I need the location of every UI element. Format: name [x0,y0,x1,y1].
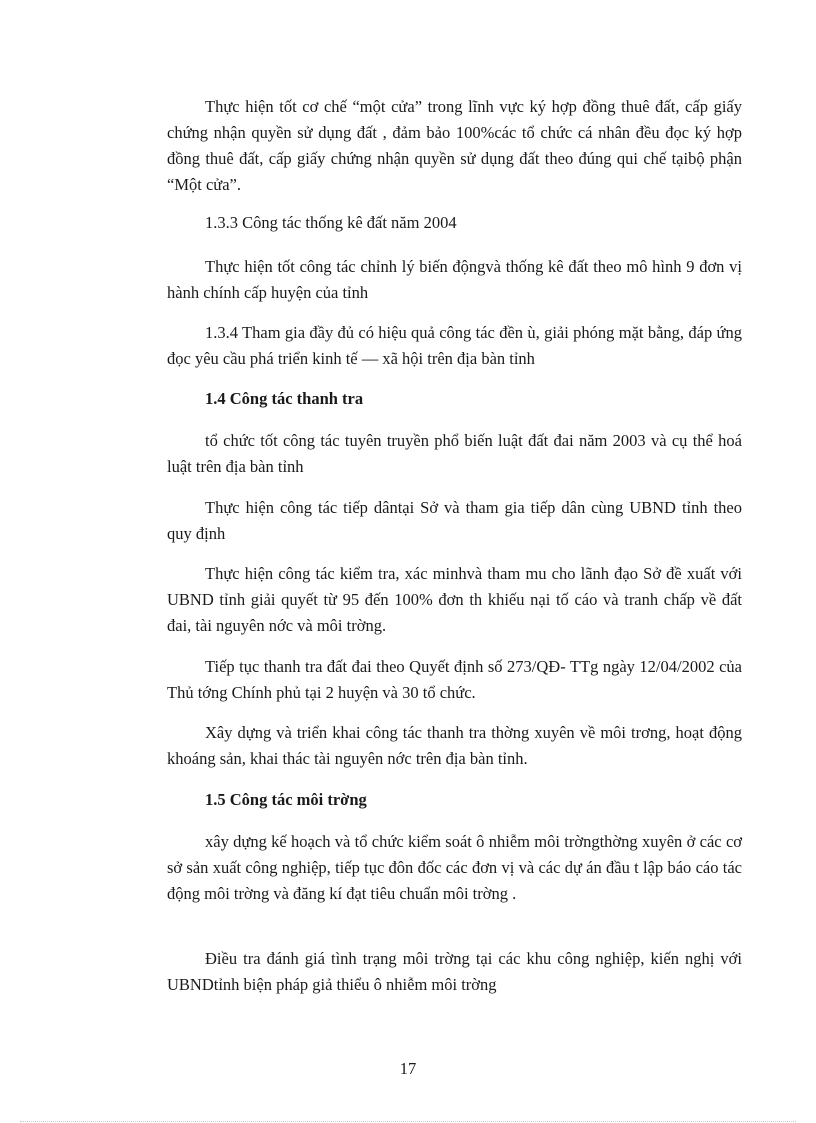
paragraph-one-stop-mechanism: Thực hiện tốt cơ chế “một cửa” trong lĩnh vực ký hợp đồng thuê đất, cấp giấy chứng nhận quyền sử dụng đất , đảm bảo 100%các tổ chức cá nhân đều đọc ký hợp đồng thuê đất, cấp giấy chứng nhận quyền sử dụng đất theo đúng qui chế tạibộ phận “Một cửa”. [167,97,742,194]
paragraph-law-dissemination: tổ chức tốt công tác tuyên truyền phổ biến luật đất đai năm 2003 và cụ thể hoá luật trên địa bàn tỉnh [167,431,742,476]
paragraph-land-inspection-decision: Tiếp tục thanh tra đất đai theo Quyết định số 273/QĐ- TTg ngày 12/04/2002 của Thủ tớng Chính phủ tại 2 huyện và 30 tổ chức. [167,657,742,702]
page-number: 17 [399,1059,417,1078]
section-1-5-heading: 1.5 Công tác môi trờng [205,790,367,809]
page-bottom-divider [20,1121,796,1122]
paragraph-1-3-4-compensation: 1.3.4 Tham gia đầy đủ có hiệu quả công tác đền ù, giải phóng mặt bằng, đáp ứng đọc yêu cầu phá triển kinh tế — xã hội trên địa bàn tỉnh [167,323,742,368]
paragraph-citizen-reception: Thực hiện công tác tiếp dântại Sở và tham gia tiếp dân cùng UBND tỉnh theo quy định [167,498,742,543]
section-1-3-3-title: 1.3.3 Công tác thống kê đất năm 2004 [205,213,457,232]
paragraph-land-statistics: Thực hiện tốt công tác chỉnh lý biến độngvà thống kê đất theo mô hình 9 đơn vị hành chính cấp huyện của tỉnh [167,257,742,302]
paragraph-pollution-control: xây dựng kế hoạch và tổ chức kiểm soát ô nhiễm môi trờngthờng xuyên ở các cơ sở sản xuất công nghiệp, tiếp tục đôn đốc các đơn vị và các dự án đầu t lập báo cáo tác động môi trờng và đăng kí đạt tiêu chuẩn môi trờng . [167,832,742,903]
section-1-4-heading: 1.4 Công tác thanh tra [205,389,364,408]
paragraph-environment-inspection: Xây dựng và triển khai công tác thanh tra thờng xuyên về môi trơng, hoạt động khoáng sản, khai thác tài nguyên nớc trên địa bàn tỉnh. [167,723,742,768]
paragraph-inspection-verification: Thực hiện công tác kiểm tra, xác minhvà tham mu cho lãnh đạo Sở đề xuất với UBND tỉnh giải quyết từ 95 đến 100% đơn th khiếu nại tố cáo và tranh chấp về đất đai, tài nguyên nớc và môi trờng. [167,564,742,635]
paragraph-environmental-assessment: Điều tra đánh giá tình trạng môi trờng tại các khu công nghiệp, kiến nghị với UBNDtỉnh biện pháp giả thiểu ô nhiễm môi trờng [167,949,742,994]
